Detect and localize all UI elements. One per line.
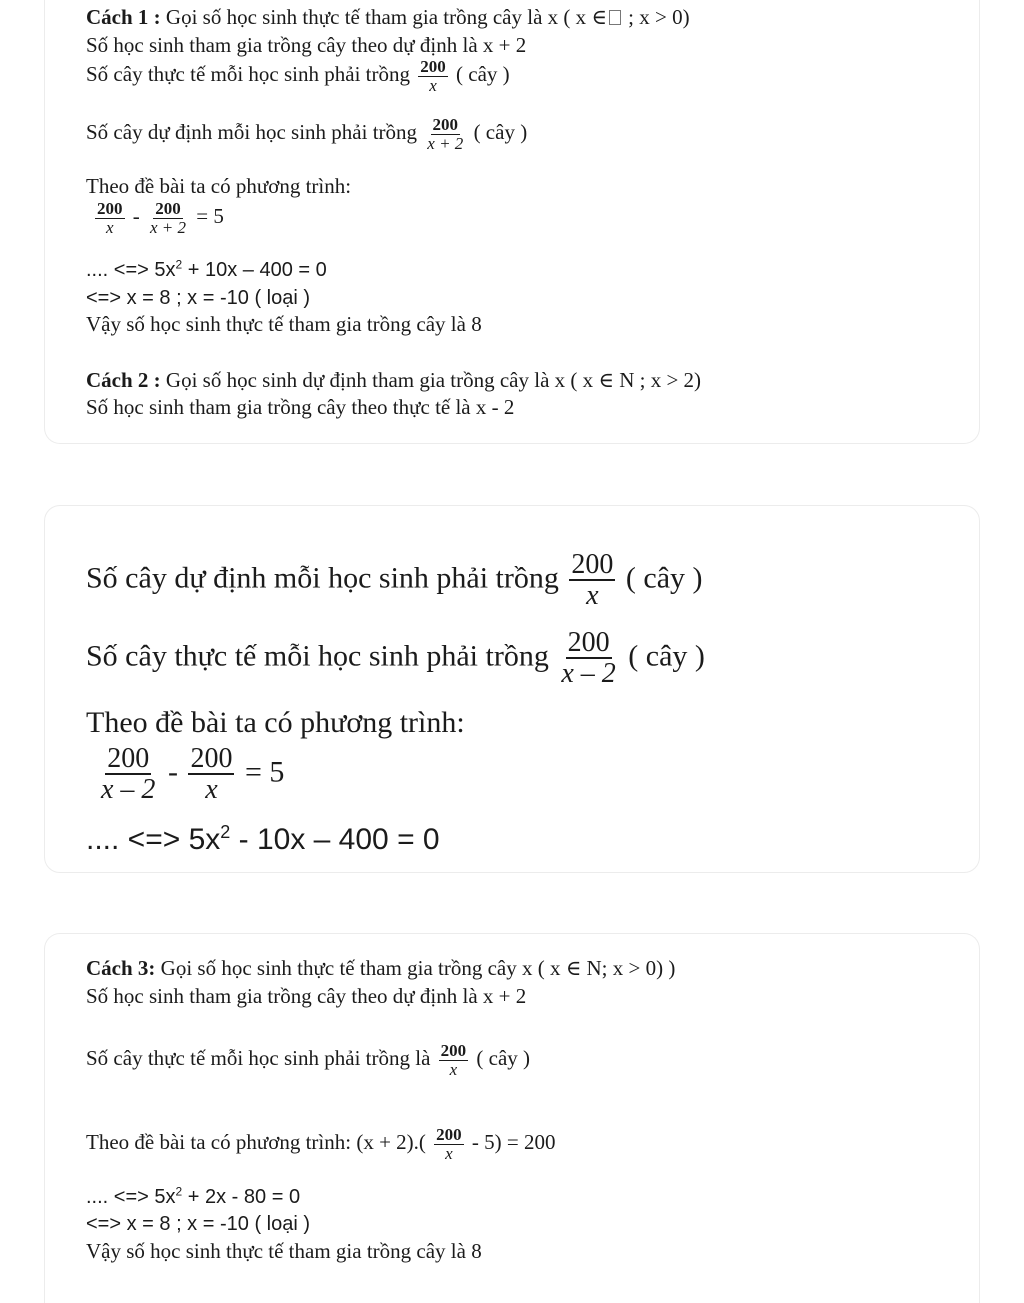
method2-step1: .... <=> $5x^2 - 10x - 400 = 0$ — [86, 822, 440, 856]
method3-step1: .... <=> $5x^2 + 2x - 80 = 0$ — [86, 1184, 301, 1208]
method2-equation: $\frac{200}{x - 2}$ - $\frac{200}{x}$ = 5 — [101, 743, 285, 806]
method1-line3: Số cây thực tế mỗi học sinh phải trồng $\frac{200}{x}$ ( cây ) — [86, 57, 510, 95]
method2-heading: Cách 2 : Gọi số học sinh dự định tham gia trồng cây là x ( x ∈ N ; x > 2) — [86, 368, 702, 392]
fraction: $\frac{200}{x}$ — [190, 743, 233, 806]
fraction: $\frac{200}{x}$ — [571, 549, 614, 612]
fraction: $\frac{200}{x}$ — [420, 57, 446, 95]
method2-line2: Số học sinh tham gia trồng cây theo thực tế là x - 2 — [86, 395, 515, 419]
method3-line3: Số cây thực tế mỗi học sinh phải trồng là $\frac{200}{x}$ ( cây ) — [86, 1041, 531, 1079]
fraction: $\frac{200}{x}$ — [440, 1041, 467, 1079]
method1-equation: $\frac{200}{x}$ - $\frac{200}{x + 2}$ = 5 — [97, 199, 224, 237]
method1-step2: <=> x = 8 ; x = -10 ( loại ) — [86, 287, 311, 309]
method1-conclusion: Vậy số học sinh thực tế tham gia trồng cây là 8 — [86, 312, 482, 336]
method2-line5: Theo đề bài ta có phương trình: — [86, 706, 465, 739]
fraction: $\frac{200}{x}$ — [97, 199, 123, 237]
fraction: $\frac{200}{x + 2}$ — [150, 199, 187, 237]
method1-heading: Cách 1 : Gọi số học sinh thực tế tham gia trồng cây là x ( x ∈ ; x > 0) — [86, 5, 690, 29]
method2-line3: Số cây dự định mỗi học sinh phải trồng $\frac{200}{x}$ ( cây ) — [86, 549, 703, 612]
fraction: $\frac{200}{x - 2}$ — [101, 743, 156, 806]
method1-step1: .... <=> $5x^2 + 10x - 400 = 0$ — [86, 257, 327, 281]
method1-line4: Số cây dự định mỗi học sinh phải trồng $\frac{200}{x + 2}$ ( cây ) — [86, 115, 528, 153]
method3-heading: Cách 3: Gọi số học sinh thực tế tham gia trồng cây x ( x ∈ N; x > 0) ) — [86, 956, 676, 980]
missing-glyph-box — [609, 10, 621, 25]
method2-line4: Số cây thực tế mỗi học sinh phải trồng $\frac{200}{x - 2}$ ( cây ) — [86, 627, 705, 690]
fraction: $\frac{200}{x - 2}$ — [561, 627, 616, 690]
method1-line2: Số học sinh tham gia trồng cây theo dự định là x + 2 — [86, 33, 527, 57]
fraction: $\frac{200}{x + 2}$ — [427, 115, 464, 153]
fraction: $\frac{200}{x}$ — [436, 1125, 462, 1163]
method1-line5: Theo đề bài ta có phương trình: — [86, 174, 352, 198]
method3-step2: <=> x = 8 ; x = -10 ( loại ) — [86, 1213, 311, 1235]
method3-equation: Theo đề bài ta có phương trình: (x + 2).( $\frac{200}{x}$ - 5) = 200 — [86, 1125, 556, 1163]
method3-line2: Số học sinh tham gia trồng cây theo dự định là x + 2 — [86, 984, 527, 1008]
method3-conclusion: Vậy số học sinh thực tế tham gia trồng cây là 8 — [86, 1239, 482, 1263]
